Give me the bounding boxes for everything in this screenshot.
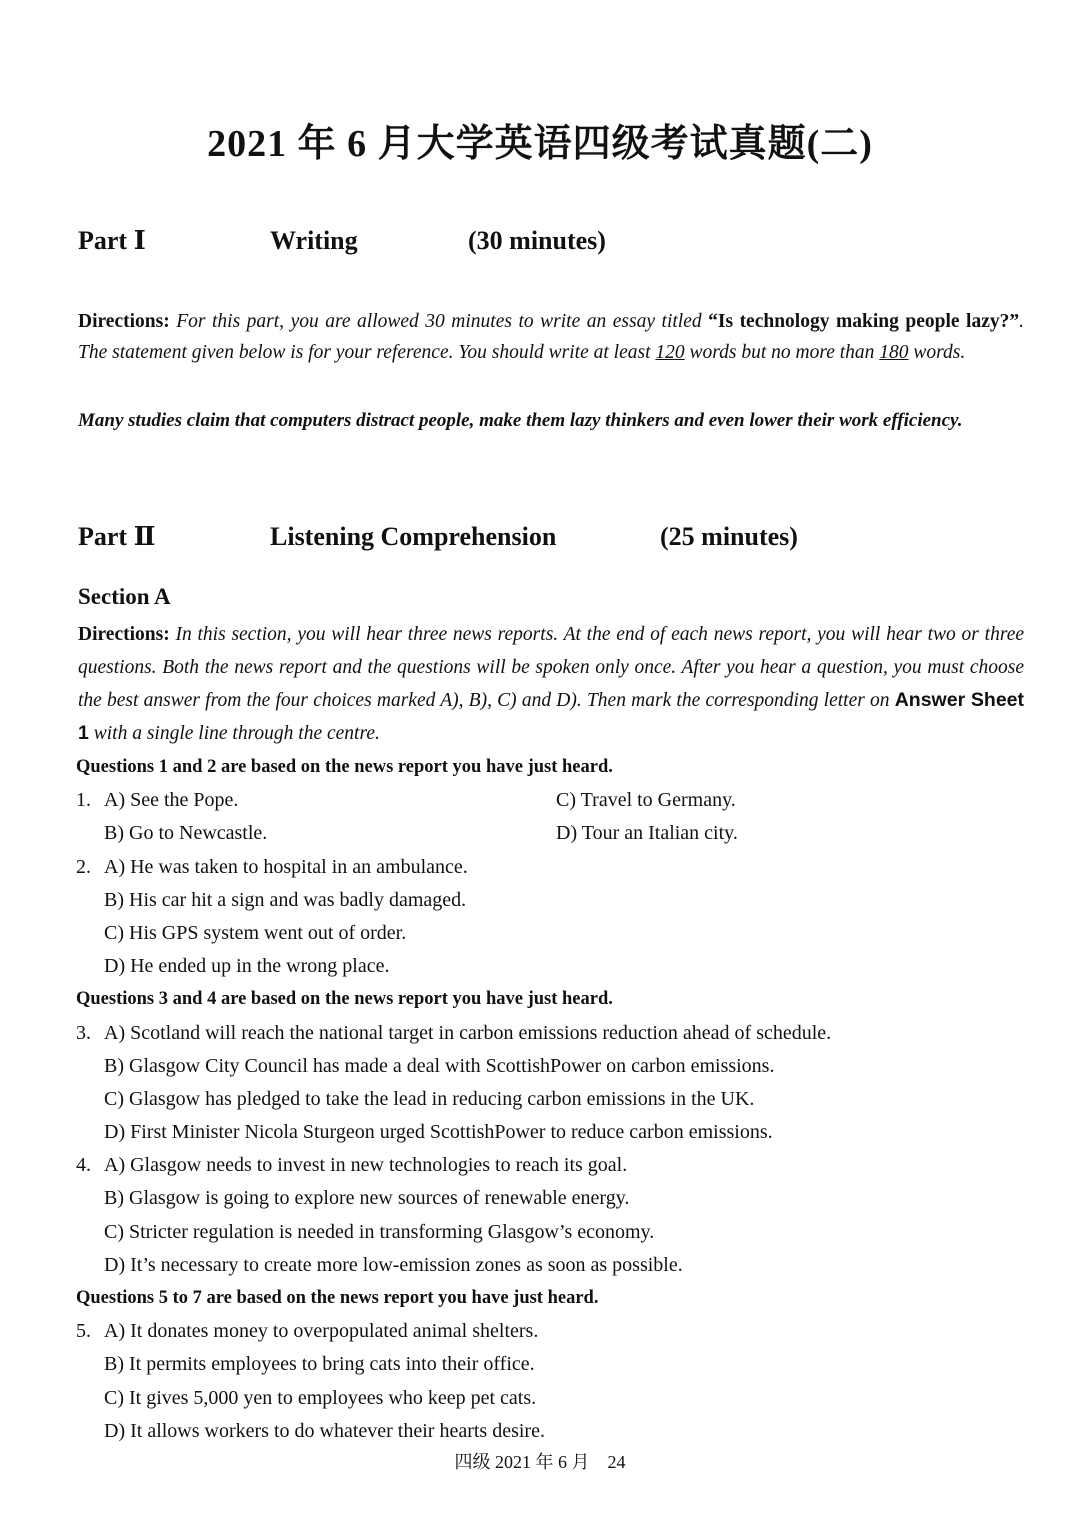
part2-time: (25 minutes) xyxy=(660,522,798,551)
answer-option: A) See the Pope. xyxy=(104,789,239,812)
question-4-row xyxy=(76,1216,1036,1249)
answer-option: B) Glasgow is going to explore new sources of renewable energy. xyxy=(104,1187,630,1210)
answer-option: C) Stricter regulation is needed in transforming Glasgow’s economy. xyxy=(104,1220,655,1243)
answer-option: A) It donates money to overpopulated animal shelters. xyxy=(104,1320,539,1343)
part1-directions xyxy=(78,306,1024,368)
min-words: 120 xyxy=(655,342,685,363)
answer-option: B) Go to Newcastle. xyxy=(104,822,268,845)
question-4-row xyxy=(76,1149,1036,1182)
question-2-row xyxy=(76,851,1036,884)
answer-option: B) His car hit a sign and was badly damaged. xyxy=(104,888,467,911)
part1-name: Writing xyxy=(270,226,358,255)
answer-option: D) Tour an Italian city. xyxy=(556,822,738,845)
directions-text: with a single line through the centre. xyxy=(88,723,380,744)
question-5-row xyxy=(76,1315,1036,1348)
answer-option: B) Glasgow City Council has made a deal with ScottishPower on carbon emissions. xyxy=(104,1054,775,1077)
directions-text: words but no more than xyxy=(684,342,880,363)
question-group-heading: Questions 5 to 7 are based on the news report you have just heard. xyxy=(76,1288,599,1308)
question-number: 4. xyxy=(76,1154,91,1177)
question-5-row xyxy=(76,1382,1036,1415)
answer-option: C) Travel to Germany. xyxy=(556,789,736,812)
question-number: 1. xyxy=(76,789,91,812)
section-heading: Section A xyxy=(78,584,171,609)
question-2-row xyxy=(76,917,1036,950)
question-3-row xyxy=(76,1083,1036,1116)
part2-number: Part Ⅱ xyxy=(78,522,156,551)
part1-heading xyxy=(78,226,1018,262)
answer-option: A) Scotland will reach the national target in carbon emissions reduction ahead of schedule. xyxy=(104,1021,832,1044)
answer-option: A) He was taken to hospital in an ambulance. xyxy=(104,855,468,878)
answer-option: D) It allows workers to do whatever their hearts desire. xyxy=(104,1419,545,1442)
question-4-row xyxy=(76,1249,1036,1282)
answer-option: A) Glasgow needs to invest in new technologies to reach its goal. xyxy=(104,1154,628,1177)
question-1-row xyxy=(76,817,1036,850)
answer-option: C) Glasgow has pledged to take the lead in reducing carbon emissions in the UK. xyxy=(104,1087,755,1110)
directions-text: words. xyxy=(908,342,966,363)
question-2-row xyxy=(76,950,1036,983)
question-3-row xyxy=(76,1017,1036,1050)
directions-text: For this part, you are allowed 30 minutes to write an essay titled xyxy=(176,311,709,332)
question-group-heading: Questions 3 and 4 are based on the news report you have just heard. xyxy=(76,989,613,1010)
question-4-row xyxy=(76,1182,1036,1215)
answer-option: D) It’s necessary to create more low-emission zones as soon as possible. xyxy=(104,1253,683,1276)
question-1-row xyxy=(76,784,1036,817)
question-group-heading: Questions 1 and 2 are based on the news report you have just heard. xyxy=(76,757,613,777)
answer-option: D) He ended up in the wrong place. xyxy=(104,955,390,978)
answer-option: B) It permits employees to bring cats into their office. xyxy=(104,1353,535,1376)
question-list xyxy=(76,751,1036,1448)
part2-heading xyxy=(78,522,1018,558)
answer-option: D) First Minister Nicola Sturgeon urged ScottishPower to reduce carbon emissions. xyxy=(104,1121,773,1144)
answer-sheet-label: Answer Sheet 1 xyxy=(78,689,1025,744)
question-number: 5. xyxy=(76,1320,91,1343)
directions-label: Directions: xyxy=(78,624,170,645)
reference-statement: Many studies claim that computers distract people, make them lazy thinkers and even lower their work efficiency. xyxy=(78,410,963,431)
essay-title: “Is technology making people lazy?” xyxy=(708,311,1020,332)
directions-label: Directions: xyxy=(78,311,170,332)
question-5-row xyxy=(76,1348,1036,1381)
part2-directions xyxy=(78,618,1024,750)
question-2-row xyxy=(76,884,1036,917)
question-3-row xyxy=(76,1116,1036,1149)
question-3-row xyxy=(76,1050,1036,1083)
answer-option: C) It gives 5,000 yen to employees who keep pet cats. xyxy=(104,1386,537,1409)
directions-text: . The statement given below is for your reference. You should write at least xyxy=(78,311,1024,363)
directions-text: In this section, you will hear three news reports. At the end of each news report, you will hear two or three questions. Both the news report and the questions will be spoken only once. After you hear a question, you must choose the best answer from the four choices marked A), B), C) and D). Then mark the corresponding letter on xyxy=(78,624,1025,711)
question-number: 3. xyxy=(76,1021,91,1044)
part1-number: Part Ⅰ xyxy=(78,226,146,255)
part1-time: (30 minutes) xyxy=(468,226,606,255)
page-footer: 四级 2021 年 6 月 24 xyxy=(454,1452,626,1472)
part2-name: Listening Comprehension xyxy=(270,522,557,551)
question-5-row xyxy=(76,1415,1036,1448)
page-title: 2021 年 6 月大学英语四级考试真题(二) xyxy=(207,123,873,165)
max-words: 180 xyxy=(879,342,909,363)
question-number: 2. xyxy=(76,855,91,878)
answer-option: C) His GPS system went out of order. xyxy=(104,921,407,944)
